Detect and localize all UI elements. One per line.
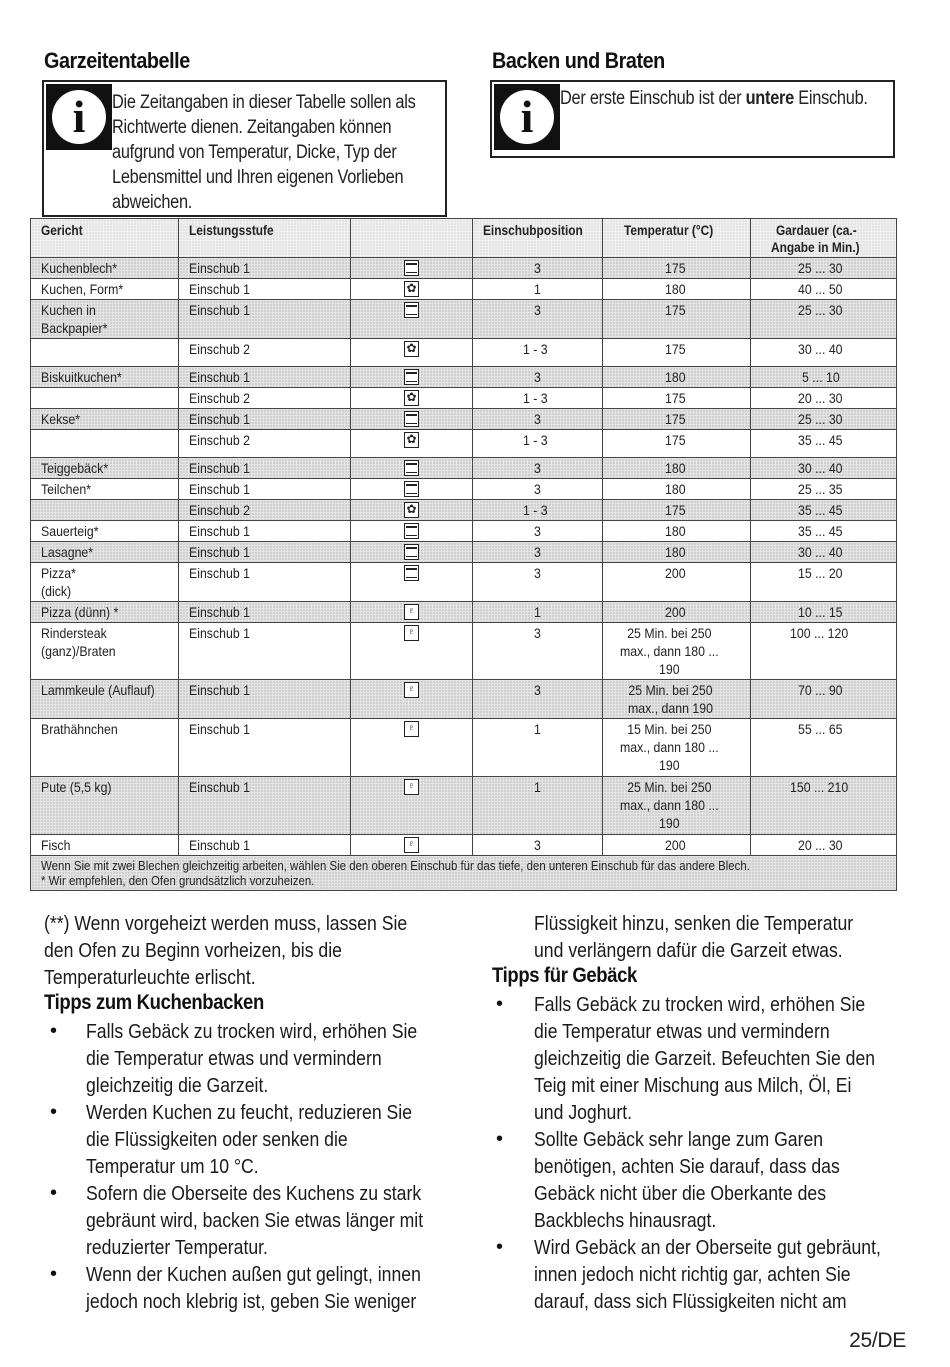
table-row xyxy=(31,623,897,680)
info-left-line: abweichen. xyxy=(112,192,193,213)
text-line: gebräunt wird, backen Sie etwas länger mit xyxy=(86,1209,424,1232)
level-cell: Einschub 1 xyxy=(179,258,351,279)
bullet-dot: • xyxy=(496,1128,504,1150)
mode-cell xyxy=(351,542,473,563)
fan-grill-icon: ♇ xyxy=(404,604,419,620)
mode-cell xyxy=(351,258,473,279)
mode-cell xyxy=(351,777,473,835)
top-bottom-heat-icon xyxy=(404,369,419,385)
fan-grill-icon: ♇ xyxy=(404,779,419,795)
table-row xyxy=(31,279,897,300)
fan-heat-icon: ✿ xyxy=(404,502,419,518)
table-row xyxy=(31,719,897,777)
duration-cell: 20 ... 30 xyxy=(751,835,897,856)
text-line: Wenn der Kuchen außen gut gelingt, innen xyxy=(86,1263,421,1286)
cooking-table xyxy=(30,218,897,891)
fan-grill-icon: ♇ xyxy=(404,682,419,698)
text-line: innen jedoch nicht richtig gar, achten Sie xyxy=(534,1263,851,1286)
fan-grill-icon: ♇ xyxy=(404,625,419,641)
table-row xyxy=(31,602,897,623)
table-row xyxy=(31,500,897,521)
mode-cell xyxy=(351,719,473,777)
header-dish: Gericht xyxy=(31,219,179,258)
left-heading: Garzeitentabelle xyxy=(44,48,190,73)
position-cell: 1 xyxy=(473,777,603,835)
position-cell: 3 xyxy=(473,479,603,500)
mode-cell xyxy=(351,500,473,521)
text-line: Werden Kuchen zu feucht, reduzieren Sie xyxy=(86,1101,413,1124)
duration-cell: 70 ... 90 xyxy=(751,680,897,719)
duration-cell: 10 ... 15 xyxy=(751,602,897,623)
text-line: Teig mit einer Mischung aus Milch, Öl, Ei xyxy=(534,1074,852,1097)
dish-cell: Pute (5,5 kg) xyxy=(31,777,179,835)
fan-heat-icon: ✿ xyxy=(404,390,419,406)
text-line: Wird Gebäck an der Oberseite gut gebräunt, xyxy=(534,1236,881,1259)
text-line: gleichzeitig die Garzeit. Befeuchten Sie den xyxy=(534,1047,876,1070)
table-row xyxy=(31,458,897,479)
duration-cell: 30 ... 40 xyxy=(751,458,897,479)
level-cell: Einschub 1 xyxy=(179,300,351,339)
mode-cell xyxy=(351,430,473,458)
text-line: gleichzeitig die Garzeit. xyxy=(86,1074,269,1097)
text-line: Falls Gebäck zu trocken wird, erhöhen Sie xyxy=(86,1020,418,1043)
info-box-left xyxy=(42,80,447,217)
dish-cell: Rindersteak (ganz)/Braten xyxy=(31,623,179,680)
dish-cell: Sauerteig* xyxy=(31,521,179,542)
position-cell: 3 xyxy=(473,623,603,680)
dish-cell: Teilchen* xyxy=(31,479,179,500)
bullet-dot: • xyxy=(496,1236,504,1258)
dish-cell: Fisch xyxy=(31,835,179,856)
text-line: reduzierter Temperatur. xyxy=(86,1236,268,1259)
mode-cell xyxy=(351,279,473,300)
table-row xyxy=(31,258,897,279)
position-cell: 3 xyxy=(473,542,603,563)
dish-cell: Lasagne* xyxy=(31,542,179,563)
table-row xyxy=(31,367,897,388)
bullet-dot: • xyxy=(50,1020,58,1042)
temperature-cell: 200 xyxy=(603,602,751,623)
temperature-cell: 175 xyxy=(603,430,751,458)
level-cell: Einschub 2 xyxy=(179,388,351,409)
tips-cake-heading: Tipps zum Kuchenbacken xyxy=(44,991,264,1014)
duration-cell: 40 ... 50 xyxy=(751,279,897,300)
table-row xyxy=(31,563,897,602)
temperature-cell: 25 Min. bei 250 max., dann 180 ... 190 xyxy=(603,623,751,680)
dish-cell: Lammkeule (Auflauf) xyxy=(31,680,179,719)
table-row xyxy=(31,777,897,835)
bullet-dot: • xyxy=(50,1101,58,1123)
level-cell: Einschub 1 xyxy=(179,479,351,500)
level-cell: Einschub 1 xyxy=(179,777,351,835)
temperature-cell: 180 xyxy=(603,542,751,563)
level-cell: Einschub 1 xyxy=(179,458,351,479)
page-number: 25/DE xyxy=(849,1329,906,1352)
text-line: Temperaturleuchte erlischt. xyxy=(44,966,256,989)
position-cell: 3 xyxy=(473,409,603,430)
footnote-preheat: * Wir empfehlen, den Ofen grundsätzlich vorzuheizen. xyxy=(41,873,315,888)
temperature-cell: 175 xyxy=(603,500,751,521)
header-position: Einschubposition xyxy=(473,219,603,258)
mode-cell xyxy=(351,521,473,542)
header-duration: Gardauer (ca.- Angabe in Min.) xyxy=(751,219,897,258)
position-cell: 1 - 3 xyxy=(473,430,603,458)
tips-pastry-heading: Tipps für Gebäck xyxy=(492,964,637,987)
mode-cell xyxy=(351,339,473,367)
info-left-line: Lebensmittel und Ihren eigenen Vorlieben xyxy=(112,167,404,188)
top-bottom-heat-icon xyxy=(404,411,419,427)
mode-cell xyxy=(351,602,473,623)
table-row xyxy=(31,521,897,542)
temperature-cell: 200 xyxy=(603,835,751,856)
level-cell: Einschub 1 xyxy=(179,623,351,680)
text-line: Falls Gebäck zu trocken wird, erhöhen Sie xyxy=(534,993,866,1016)
duration-cell: 35 ... 45 xyxy=(751,500,897,521)
position-cell: 1 - 3 xyxy=(473,388,603,409)
dish-cell: Biskuitkuchen* xyxy=(31,367,179,388)
top-bottom-heat-icon xyxy=(404,460,419,476)
table-row xyxy=(31,409,897,430)
table-row xyxy=(31,300,897,339)
level-cell: Einschub 1 xyxy=(179,367,351,388)
temperature-cell: 175 xyxy=(603,258,751,279)
temperature-cell: 175 xyxy=(603,339,751,367)
temperature-cell: 200 xyxy=(603,563,751,602)
level-cell: Einschub 2 xyxy=(179,430,351,458)
table-row xyxy=(31,542,897,563)
duration-cell: 100 ... 120 xyxy=(751,623,897,680)
table-row xyxy=(31,680,897,719)
level-cell: Einschub 1 xyxy=(179,602,351,623)
duration-cell: 25 ... 35 xyxy=(751,479,897,500)
position-cell: 1 - 3 xyxy=(473,339,603,367)
header-mode xyxy=(351,219,473,258)
position-cell: 3 xyxy=(473,521,603,542)
temperature-cell: 175 xyxy=(603,300,751,339)
dish-cell: Kuchenblech* xyxy=(31,258,179,279)
mode-cell xyxy=(351,479,473,500)
temperature-cell: 15 Min. bei 250 max., dann 180 ... 190 xyxy=(603,719,751,777)
dish-cell: Pizza* (dick) xyxy=(31,563,179,602)
temperature-cell: 180 xyxy=(603,521,751,542)
text-line: benötigen, achten Sie darauf, dass das xyxy=(534,1155,840,1178)
level-cell: Einschub 1 xyxy=(179,835,351,856)
temperature-cell: 25 Min. bei 250 max., dann 190 xyxy=(603,680,751,719)
fan-heat-icon: ✿ xyxy=(404,281,419,297)
duration-cell: 55 ... 65 xyxy=(751,719,897,777)
duration-cell: 30 ... 40 xyxy=(751,339,897,367)
dish-cell xyxy=(31,339,179,367)
level-cell: Einschub 1 xyxy=(179,719,351,777)
text-line: Flüssigkeit hinzu, senken die Temperatur xyxy=(534,912,854,935)
duration-cell: 30 ... 40 xyxy=(751,542,897,563)
level-cell: Einschub 1 xyxy=(179,680,351,719)
duration-cell: 20 ... 30 xyxy=(751,388,897,409)
duration-cell: 150 ... 210 xyxy=(751,777,897,835)
level-cell: Einschub 2 xyxy=(179,500,351,521)
mode-cell xyxy=(351,367,473,388)
mode-cell xyxy=(351,563,473,602)
temperature-cell: 180 xyxy=(603,479,751,500)
info-left-line: Die Zeitangaben in dieser Tabelle sollen als xyxy=(112,92,416,113)
fan-heat-icon: ✿ xyxy=(404,432,419,448)
dish-cell xyxy=(31,500,179,521)
mode-cell xyxy=(351,300,473,339)
bullet-dot: • xyxy=(50,1182,58,1204)
temperature-cell: 180 xyxy=(603,279,751,300)
temperature-cell: 180 xyxy=(603,458,751,479)
info-left-line: Richtwerte dienen. Zeitangaben können xyxy=(112,117,392,138)
level-cell: Einschub 1 xyxy=(179,542,351,563)
position-cell: 1 xyxy=(473,719,603,777)
position-cell: 3 xyxy=(473,300,603,339)
mode-cell xyxy=(351,388,473,409)
dish-cell: Brathähnchen xyxy=(31,719,179,777)
text-line: die Temperatur etwas und vermindern xyxy=(534,1020,830,1043)
info-icon: i xyxy=(46,84,112,150)
duration-cell: 5 ... 10 xyxy=(751,367,897,388)
text-line: (**) Wenn vorgeheizt werden muss, lassen Sie xyxy=(44,912,408,935)
mode-cell xyxy=(351,409,473,430)
info-icon: i xyxy=(494,84,560,150)
table-row xyxy=(31,430,897,458)
temperature-cell: 180 xyxy=(603,367,751,388)
level-cell: Einschub 1 xyxy=(179,279,351,300)
bullet-dot: • xyxy=(496,993,504,1015)
duration-cell: 25 ... 30 xyxy=(751,300,897,339)
table-header-row xyxy=(31,219,897,258)
mode-cell xyxy=(351,835,473,856)
temperature-cell: 175 xyxy=(603,388,751,409)
duration-cell: 35 ... 45 xyxy=(751,430,897,458)
dish-cell: Kuchen in Backpapier* xyxy=(31,300,179,339)
level-cell: Einschub 2 xyxy=(179,339,351,367)
text-line: Sofern die Oberseite des Kuchens zu stark xyxy=(86,1182,422,1205)
bullet-dot: • xyxy=(50,1263,58,1285)
dish-cell: Kuchen, Form* xyxy=(31,279,179,300)
table-row xyxy=(31,835,897,856)
text-line: den Ofen zu Beginn vorheizen, bis die xyxy=(44,939,342,962)
dish-cell: Teiggebäck* xyxy=(31,458,179,479)
info-box-right xyxy=(490,80,895,158)
header-temperature: Temperatur (°C) xyxy=(603,219,751,258)
text-line: jedoch noch klebrig ist, geben Sie weniger xyxy=(86,1290,417,1313)
text-line: darauf, dass sich Flüssigkeiten nicht am xyxy=(534,1290,847,1313)
fan-grill-icon: ♇ xyxy=(404,837,419,853)
right-heading: Backen und Braten xyxy=(492,48,665,73)
table-row xyxy=(31,339,897,367)
dish-cell: Pizza (dünn) * xyxy=(31,602,179,623)
header-level: Leistungsstufe xyxy=(179,219,351,258)
mode-cell xyxy=(351,458,473,479)
text-line: Backblechs hinausragt. xyxy=(534,1209,717,1232)
top-bottom-heat-icon xyxy=(404,302,419,318)
text-line: Temperatur um 10 °C. xyxy=(86,1155,259,1178)
dish-cell xyxy=(31,430,179,458)
duration-cell: 25 ... 30 xyxy=(751,258,897,279)
text-line: die Flüssigkeiten oder senken die xyxy=(86,1128,348,1151)
position-cell: 3 xyxy=(473,458,603,479)
text-line: und Joghurt. xyxy=(534,1101,633,1124)
position-cell: 1 xyxy=(473,279,603,300)
top-bottom-heat-icon xyxy=(404,544,419,560)
mode-cell xyxy=(351,623,473,680)
duration-cell: 15 ... 20 xyxy=(751,563,897,602)
temperature-cell: 175 xyxy=(603,409,751,430)
fan-grill-icon: ♇ xyxy=(404,721,419,737)
level-cell: Einschub 1 xyxy=(179,521,351,542)
text-line: und verlängern dafür die Garzeit etwas. xyxy=(534,939,843,962)
dish-cell xyxy=(31,388,179,409)
info-right-text: Der erste Einschub ist der untere Einschub. xyxy=(560,88,868,109)
text-line: Sollte Gebäck sehr lange zum Garen xyxy=(534,1128,824,1151)
table-row xyxy=(31,388,897,409)
top-bottom-heat-icon xyxy=(404,260,419,276)
level-cell: Einschub 1 xyxy=(179,409,351,430)
footnote-two-trays: Wenn Sie mit zwei Blechen gleichzeitig arbeiten, wählen Sie den oberen Einschub für das tiefe, den unteren Einschub für das andere Blech. xyxy=(41,858,750,873)
position-cell: 1 xyxy=(473,602,603,623)
position-cell: 3 xyxy=(473,680,603,719)
top-bottom-heat-icon xyxy=(404,523,419,539)
info-left-text xyxy=(112,90,465,215)
info-left-line: aufgrund von Temperatur, Dicke, Typ der xyxy=(112,142,397,163)
dish-cell: Kekse* xyxy=(31,409,179,430)
duration-cell: 25 ... 30 xyxy=(751,409,897,430)
table-footnote-row xyxy=(31,856,897,891)
position-cell: 3 xyxy=(473,258,603,279)
position-cell: 3 xyxy=(473,563,603,602)
mode-cell xyxy=(351,680,473,719)
position-cell: 3 xyxy=(473,835,603,856)
text-line: Gebäck nicht über die Oberkante des xyxy=(534,1182,827,1205)
temperature-cell: 25 Min. bei 250 max., dann 180 ... 190 xyxy=(603,777,751,835)
duration-cell: 35 ... 45 xyxy=(751,521,897,542)
fan-heat-icon: ✿ xyxy=(404,341,419,357)
level-cell: Einschub 1 xyxy=(179,563,351,602)
position-cell: 1 - 3 xyxy=(473,500,603,521)
top-bottom-heat-icon xyxy=(404,481,419,497)
text-line: die Temperatur etwas und vermindern xyxy=(86,1047,382,1070)
position-cell: 3 xyxy=(473,367,603,388)
table-row xyxy=(31,479,897,500)
top-bottom-heat-icon xyxy=(404,565,419,581)
